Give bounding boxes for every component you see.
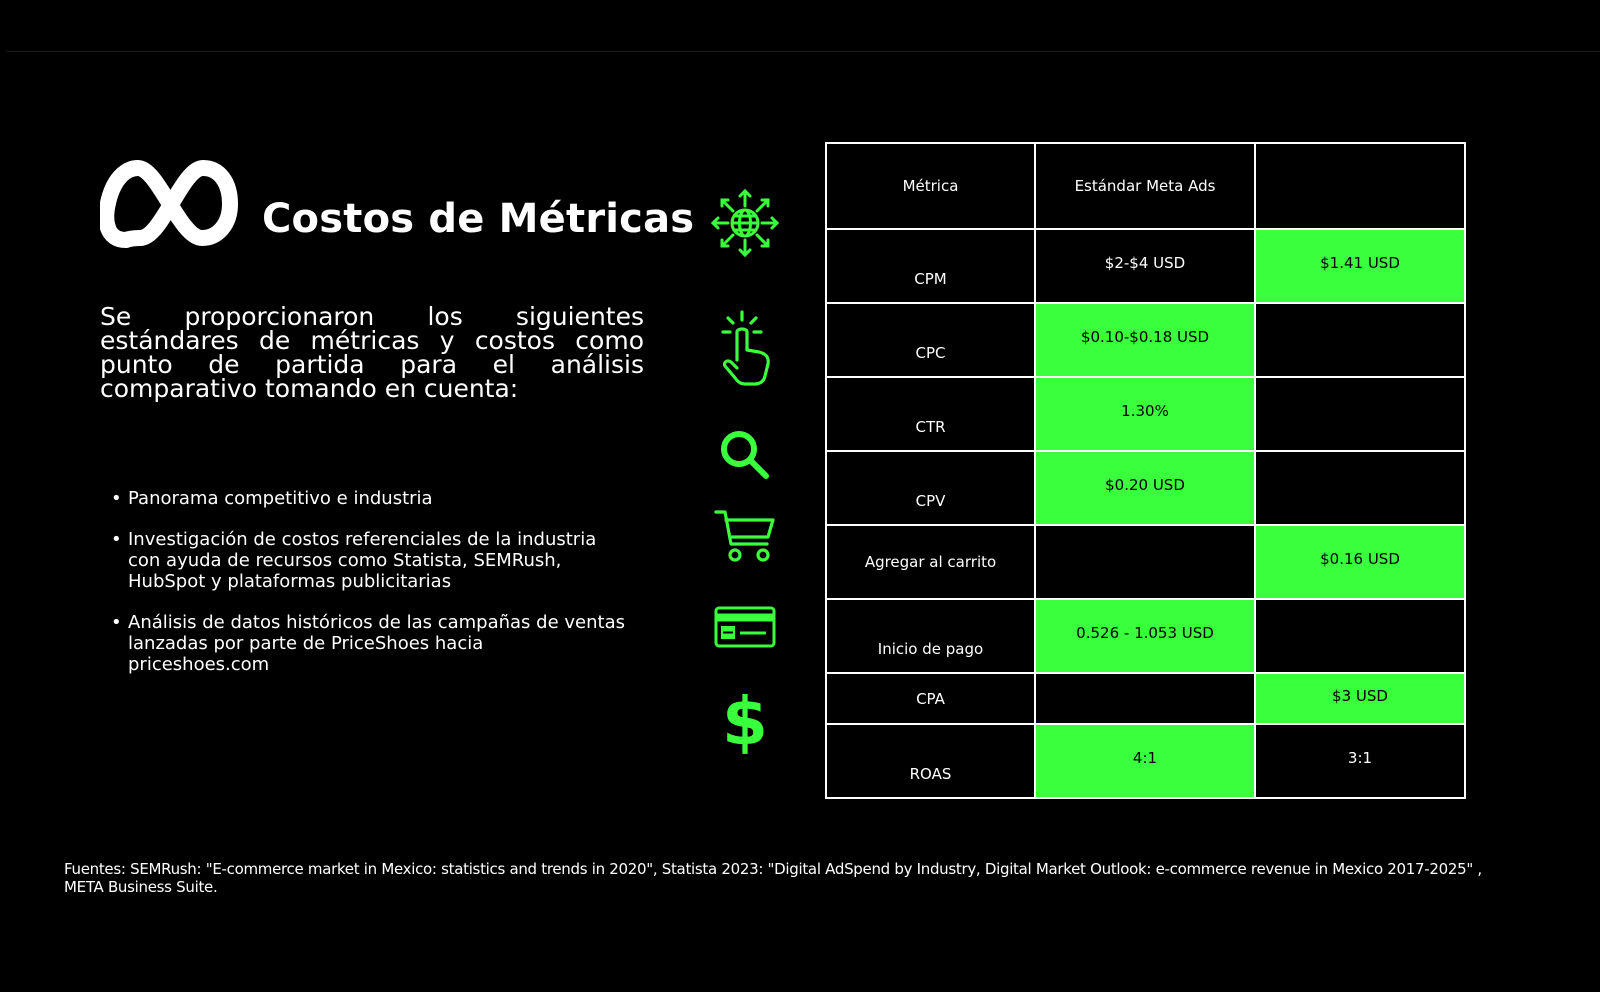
bullet-list (108, 488, 628, 695)
table-row (826, 229, 1465, 303)
svg-text:$: $ (722, 688, 768, 754)
top-divider (6, 51, 1600, 52)
standard-cell (1035, 673, 1255, 724)
metric-cell: Inicio de pago (826, 599, 1035, 673)
table-row (826, 377, 1465, 451)
metric-cell: ROAS (826, 724, 1035, 798)
meta-logo-icon (100, 158, 240, 248)
actual-cell: $1.41 USD (1255, 229, 1465, 303)
table-row (826, 303, 1465, 377)
standard-cell: $0.10-$0.18 USD (1035, 303, 1255, 377)
metric-cell: CPA (826, 673, 1035, 724)
table-row (826, 599, 1465, 673)
standard-cell: 0.526 - 1.053 USD (1035, 599, 1255, 673)
table-header-row (826, 143, 1465, 229)
dollar-icon (700, 688, 790, 754)
metric-cell: Agregar al carrito (826, 525, 1035, 599)
column-header-metric: Métrica (826, 143, 1035, 229)
metric-cell: CTR (826, 377, 1035, 451)
list-item: • Investigación de costos referenciales de la industria con ayuda de recursos como Statista, SEMRush, HubSpot y plataformas publicitarias (108, 529, 628, 592)
table-row (826, 451, 1465, 525)
actual-cell: 3:1 (1255, 724, 1465, 798)
actual-cell (1255, 377, 1465, 451)
standard-cell (1035, 525, 1255, 599)
shopping-cart-icon (700, 508, 790, 564)
icon-column (700, 0, 790, 992)
standard-cell: $0.20 USD (1035, 451, 1255, 525)
globe-arrows-icon (700, 188, 790, 258)
metrics-table (825, 142, 1466, 799)
sources-footnote: Fuentes: SEMRush: "E-commerce market in Mexico: statistics and trends in 2020", Statista 2023: "Digital AdSpend by Industry, Digital Market Outlook: e-commerce revenue in Mexico 2017-2025" , META Business Suite. (64, 860, 1482, 896)
metric-cell: CPC (826, 303, 1035, 377)
standard-cell: 1.30% (1035, 377, 1255, 451)
table-row (826, 724, 1465, 798)
metric-cell: CPV (826, 451, 1035, 525)
actual-cell (1255, 451, 1465, 525)
intro-paragraph: Se proporcionaron los siguientes estándares de métricas y costos como punto de partida para el análisis comparativo tomando en cuenta: (100, 302, 644, 403)
list-item: • Panorama competitivo e industria (108, 488, 628, 509)
standard-cell: $2-$4 USD (1035, 229, 1255, 303)
search-icon (700, 428, 790, 482)
column-header-actual (1255, 143, 1465, 229)
table-row (826, 673, 1465, 724)
page-title: Costos de Métricas (262, 196, 695, 242)
credit-card-icon (700, 606, 790, 648)
actual-cell: $3 USD (1255, 673, 1465, 724)
table-row (826, 525, 1465, 599)
column-header-standard: Estándar Meta Ads (1035, 143, 1255, 229)
actual-cell (1255, 303, 1465, 377)
tap-hand-icon (700, 310, 790, 386)
actual-cell (1255, 599, 1465, 673)
list-item: • Análisis de datos históricos de las campañas de ventas lanzadas por parte de PriceShoes hacia priceshoes.com (108, 612, 628, 675)
standard-cell: 4:1 (1035, 724, 1255, 798)
actual-cell: $0.16 USD (1255, 525, 1465, 599)
metric-cell: CPM (826, 229, 1035, 303)
